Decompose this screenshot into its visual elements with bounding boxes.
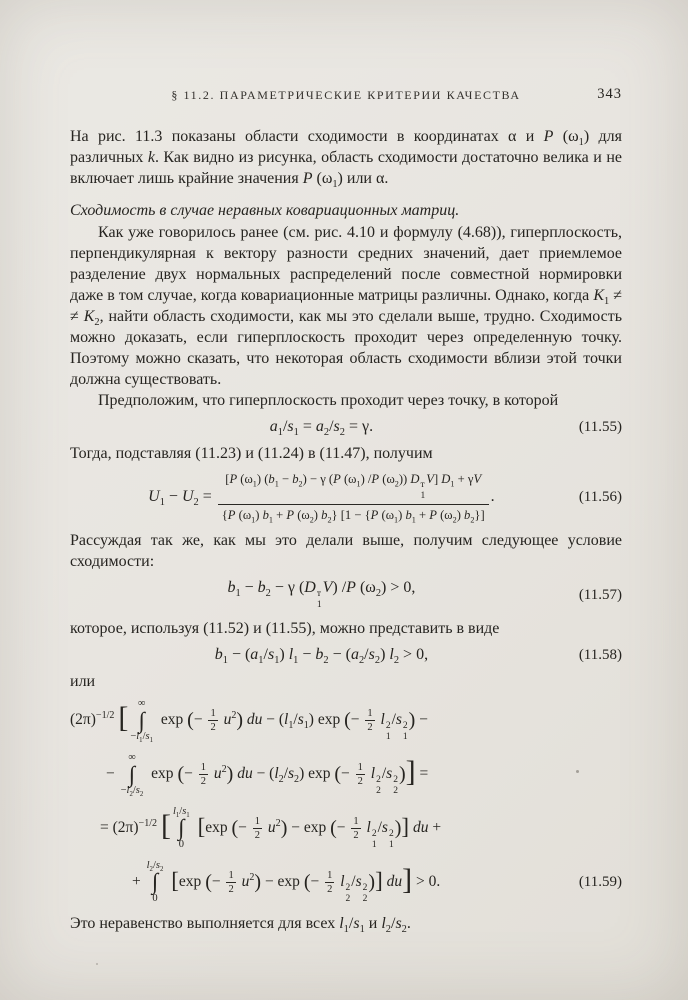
equation-tag: (11.57) [578,586,622,603]
equation-body: $b_1 - b_2 - \gamma$ (D т 1 V) /P $(\omega_2) > 0$, [227,579,416,611]
equation-tag: (11.59) [578,873,622,890]
page-content [70,86,622,934]
paragraph-substitute: Тогда, подставляя (11.23) и (11.24) в (11.47), получим [70,445,433,462]
equation-11-59 [70,698,622,905]
equation-tag: (11.55) [578,418,622,435]
equation-line-1: $(2\pi)^{-1/2}$ [ ∞ ∫ $-l_1/s_1$ exp (− $\frac{1}{2}$ $u^2$) du − $(l_1/s_1)$ exp (− $\frac{1}{2}$ l 2 1 /s 2 1 ) − [70,698,428,745]
paragraph-which-using: которое, используя (11.52) и (11.55), можно представить в виде [70,620,500,638]
equation-tag: (11.56) [578,488,622,505]
equation-tag: (11.58) [578,646,622,663]
page-number: 343 [597,86,622,102]
paragraph-assume: Предположим, что гиперплоскость проходит через точку, в которой [98,392,559,409]
page-header [70,86,622,104]
equation-line-3: = $(2\pi)^{-1/2}$ [ $l_1/s_1$ ∫ 0 [exp (− $\frac{1}{2}$ $u^2) - \exp$ (− $\frac{1}{2}$ l 2 1 /s 2 1 )] du + [100,805,442,851]
equation-line-2: − ∞ ∫ $-l_2/s_2$ exp (− $\frac{1}{2}$ $u^2$) du − $(l_2/s_2)$ exp (− $\frac{1}{2}$ l 2 2 /s 2 2 )] = [106,751,429,799]
paragraph-reasoning: Рассуждая так же, как мы это делали выше, получим следующее условие сходимости: [70,532,622,571]
equation-11-57 [70,579,622,611]
equation-11-58 [70,646,622,667]
equation-11-55 [70,418,622,439]
paragraph-or: или [70,673,96,691]
equation-body: + $l_2/s_2$ ∫ 0 [exp (− $\frac{1}{2}$ $u^2) - \exp$ (− $\frac{1}{2}$ l 2 2 /s 2 2 )] du] > 0. [132,859,441,905]
paragraph-closing: Это неравенство выполняется для всех $l_1/s_1$ и $l_2/s_2$. [70,914,411,935]
equation-line-4 [132,860,622,905]
paragraph-intro: На рис. 11.3 показаны области сходимости в координатах α и P $(\omega_1)$ для различных k. Как видно из рисунка, область сходимости достаточно велика и не включает лишь крайние значения P $(\omega_1)$ или α. [70,128,623,191]
section-heading: Сходимость в случае неравных ковариационных матриц. [70,202,460,219]
equation-body: $U_1 - U_2$ = [P $(\omega_1) (b_1 - b_2) - \gamma$ (P $(\omega_1)$ /P $(\omega_2)$) D т 1 V] $D_1 + \gamma V$ {P $(\omega_1) b_1 + P$ $(\omega_2)$ $b_2$} [1 − {P $(\omega_1) b_1 + P$ $(\omega_2)$ $b_2$}] . [148,472,495,525]
paragraph-main: Как уже говорилось ранее (см. рис. 4.10 и формулу (4.68)), гиперплоскость, перпендикулярная к вектору разности средних значений, дает приемлемое разделение двух нормальных распределений после совместной нормировки даже в том случае, когда ковариационные матрицы различны. Однако, когда $K_1$ ≠ ≠ $K_2$, найти область сходимости, как мы это сделали выше, трудно. Сходимость можно доказать, если гиперплоскость проходит через определенную точку. Поэтому можно сказать, что некоторая область сходимости вблизи этой точки должна существовать. [70,224,622,388]
equation-body: $b_1 - (a_1/s_1) l_1 - b_2 - (a_2/s_2) l_2 > 0$, [214,646,429,667]
equation-11-56 [70,471,622,523]
scan-speck [96,963,98,965]
equation-body: $a_1/s_1 = a_2/s_2 = \gamma$. [269,418,374,439]
running-head: § 11.2. ПАРАМЕТРИЧЕСКИЕ КРИТЕРИИ КАЧЕСТВА [171,88,521,102]
